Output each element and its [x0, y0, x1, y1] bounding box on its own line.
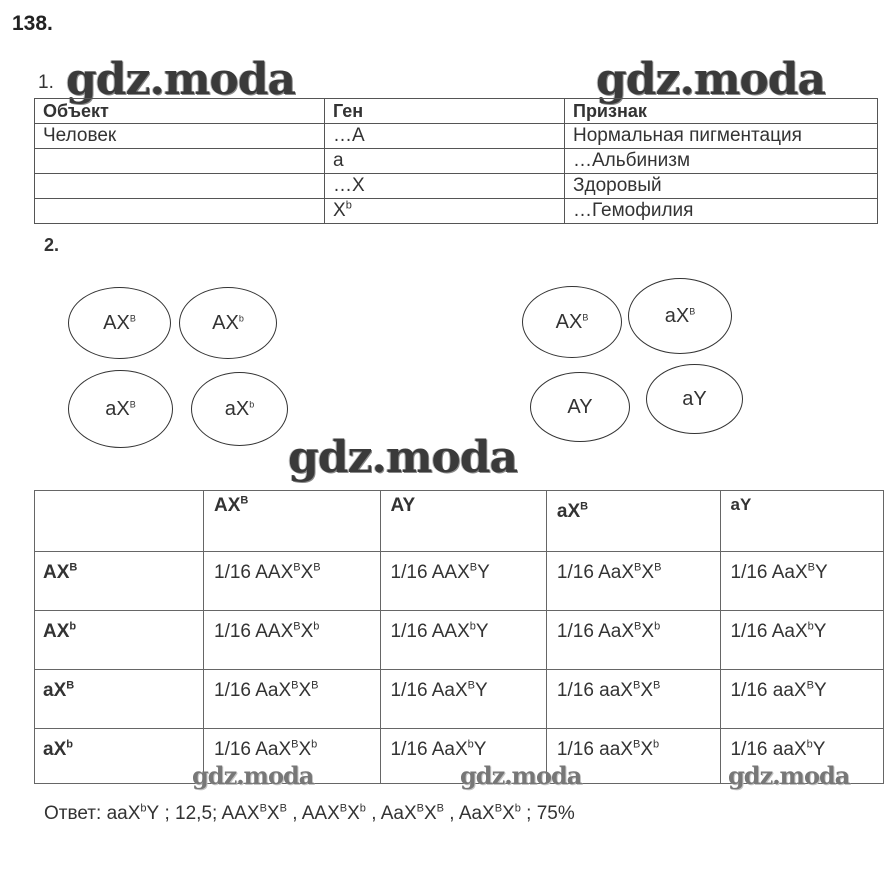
gamete-ellipse — [179, 287, 277, 359]
genes-table — [34, 98, 878, 224]
genotype-cell: 1/16 $AAX^BX^b$ — [204, 611, 381, 670]
genotype-cell: 1/16 AaX$^B$Y — [720, 552, 883, 611]
gamete-ellipse — [68, 370, 173, 448]
gamete-label: AY — [567, 395, 593, 418]
gamete-label: $AX^B$ — [555, 310, 589, 333]
cell-gene — [325, 199, 565, 224]
cell-object — [35, 199, 325, 224]
answer-line: Ответ: aaX$^b$Y ; 12,5; $AAX^BX^B$ , $AAX^BX^b$ , $AaX^BX^B$ , $AaX^BX^b$ ; 75% — [44, 802, 575, 824]
cell-gene: a — [325, 149, 565, 174]
cell-object: Человек — [35, 124, 325, 149]
table-row — [35, 552, 884, 611]
col-header: $aX^B$ — [546, 491, 720, 552]
cell-trait: …Гемофилия — [565, 199, 878, 224]
gamete-ellipse — [522, 286, 622, 358]
cell-gene: …A — [325, 124, 565, 149]
row-header: $AX^b$ — [35, 611, 204, 670]
table-row — [35, 611, 884, 670]
table-row — [35, 174, 878, 199]
col-header: aY — [720, 491, 883, 552]
genotype-cell: 1/16 aaX$^B$Y — [720, 670, 883, 729]
table-row — [35, 670, 884, 729]
header-trait: Признак — [565, 99, 878, 124]
gamete-label: $aX^B$ — [105, 397, 136, 420]
watermark: gdz.moda — [192, 761, 314, 790]
task-number: 138. — [12, 12, 53, 35]
cell-trait: Нормальная пигментация — [565, 124, 878, 149]
table-row — [35, 124, 878, 149]
header-object: Объект — [35, 99, 325, 124]
gamete-label: $aX^B$ — [664, 304, 696, 327]
punnett-header-row — [35, 491, 884, 552]
col-header: $AX^B$ — [204, 491, 381, 552]
row-header: $AX^B$ — [35, 552, 204, 611]
table-row — [35, 199, 878, 224]
cell-trait: …Альбинизм — [565, 149, 878, 174]
cell-trait: Здоровый — [565, 174, 878, 199]
gamete-label: aY — [682, 387, 707, 410]
gamete-ellipse — [628, 278, 732, 354]
gamete-ellipse — [68, 287, 171, 359]
gene-base: X — [333, 200, 346, 221]
genotype-cell: 1/16 $AaX^BX^b$ — [546, 611, 720, 670]
watermark: gdz.moda — [596, 54, 826, 105]
genotype-cell: 1/16 AAX$^b$Y — [380, 611, 546, 670]
corner-cell — [35, 491, 204, 552]
genotype-cell: 1/16 $aaX^BX^B$ — [546, 670, 720, 729]
genotype-cell: 1/16 $AaX^BX^b$ — [204, 729, 381, 784]
col-header: AY — [380, 491, 546, 552]
genotype-cell: 1/16 $AAX^BY$ — [380, 552, 546, 611]
part1-number: 1. — [38, 72, 54, 93]
gamete-label: $AX^b$ — [212, 311, 244, 334]
punnett-table — [34, 490, 884, 784]
cell-gene: …X — [325, 174, 565, 199]
genotype-cell: 1/16 $AaX^BX^B$ — [546, 552, 720, 611]
watermark: gdz.moda — [728, 761, 850, 790]
genotype-cell: 1/16 AaX$^B$Y — [380, 670, 546, 729]
header-gene: Ген — [325, 99, 565, 124]
watermark: gdz.moda — [460, 761, 582, 790]
watermark: gdz.moda — [288, 432, 518, 483]
row-header: $aX^b$ — [35, 729, 204, 784]
gamete-label: $AX^B$ — [103, 311, 136, 334]
part2-number: 2. — [44, 235, 60, 255]
gamete-ellipse — [530, 372, 630, 442]
watermark: gdz.moda — [66, 54, 296, 105]
genotype-cell: 1/16 AaX$^b$Y — [720, 611, 883, 670]
genotype-cell: 1/16 AaX$^b$Y — [380, 729, 546, 784]
row-header: $aX^B$ — [35, 670, 204, 729]
gamete-label: $aX^b$ — [224, 397, 255, 420]
cell-object — [35, 174, 325, 199]
genotype-cell: 1/16 $AaX^BX^B$ — [204, 670, 381, 729]
genes-table-header — [35, 99, 878, 124]
gene-sup: b — [345, 199, 352, 212]
genotype-cell: 1/16 $aaX^BX^b$ — [546, 729, 720, 784]
gamete-ellipse — [646, 364, 743, 434]
genotype-cell: 1/16 aaX$^b$Y — [720, 729, 883, 784]
genotype-cell: 1/16 $AAX^BX^B$ — [204, 552, 381, 611]
cell-object — [35, 149, 325, 174]
table-row — [35, 149, 878, 174]
gamete-ellipse — [191, 372, 288, 446]
